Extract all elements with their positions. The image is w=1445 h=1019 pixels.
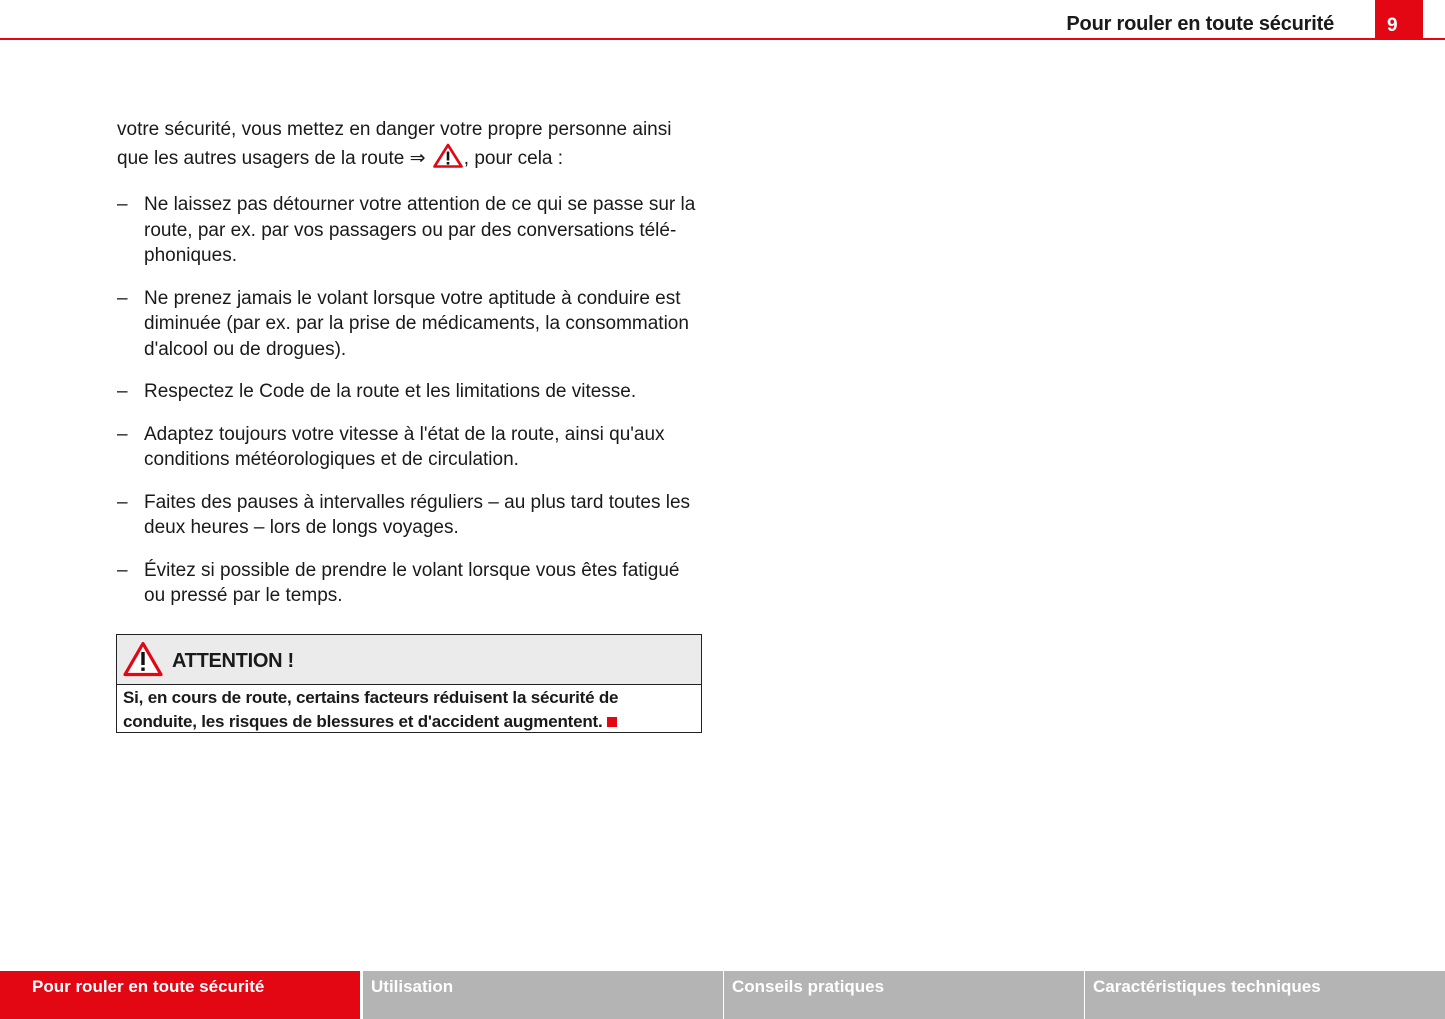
page-number	[1375, 0, 1423, 40]
list-item-text: Ne prenez jamais le volant lorsque votre aptitude à conduire est diminuée (par ex. par la prise de médicaments, la consommation d'alcool ou de drogues).	[144, 287, 689, 360]
end-of-section-square-icon	[607, 717, 617, 727]
attention-header	[117, 635, 701, 685]
tab-label: Caractéristiques techniques	[1093, 977, 1321, 996]
list-dash: –	[117, 559, 128, 581]
list-item-text: Évitez si possible de prendre le volant lorsque vous êtes fatigué ou pressé par le temps.	[144, 559, 680, 606]
footer-nav	[0, 971, 1445, 1019]
tab-label: Conseils pratiques	[732, 977, 885, 996]
attention-label: ATTENTION !	[172, 650, 294, 672]
list-item	[117, 286, 702, 363]
warning-triangle-icon[interactable]	[433, 143, 463, 176]
tab-conseils-pratiques[interactable]	[724, 971, 1084, 1019]
tab-label: Pour rouler en toute sécurité	[32, 977, 265, 996]
list-dash: –	[117, 194, 128, 215]
list-item-text: Respectez le Code de la route et les limitations de vitesse.	[144, 381, 637, 402]
list-item	[117, 558, 702, 609]
warning-triangle-icon	[123, 641, 163, 682]
tab-utilisation[interactable]	[363, 971, 723, 1019]
list-dash: –	[117, 423, 128, 445]
section-title: Pour rouler en toute sécurité	[1066, 13, 1334, 35]
list-item	[117, 490, 702, 541]
list-dash: –	[117, 287, 128, 309]
list-dash: –	[117, 491, 128, 513]
list-item	[117, 379, 702, 405]
intro-text: votre sécurité, vous mettez en danger votre propre personne ainsi que les autres usagers de la route	[117, 119, 672, 169]
body-column	[117, 117, 702, 626]
header-divider	[0, 38, 1445, 40]
list-dash: –	[117, 381, 128, 402]
tab-pour-rouler-en-toute-securite[interactable]	[0, 971, 360, 1019]
cross-reference-arrow: ⇒	[409, 147, 426, 169]
tab-label: Utilisation	[371, 977, 454, 996]
list-item-text: Adaptez toujours votre vitesse à l'état de la route, ainsi qu'aux conditions météorologiques et de circulation.	[144, 423, 665, 470]
safety-list	[117, 192, 702, 609]
page-number-text: 9	[1387, 15, 1398, 36]
list-item-text: Ne laissez pas détourner votre attention de ce qui se passe sur la route, par ex. par vos passagers ou par des conversations télé-phoniques.	[144, 194, 696, 266]
tab-caracteristiques-techniques[interactable]	[1085, 971, 1445, 1019]
attention-text-block	[117, 685, 701, 734]
intro-paragraph	[117, 117, 702, 175]
attention-text: Si, en cours de route, certains facteurs réduisent la sécurité de conduite, les risques de blessures et d'accident augmentent.	[123, 688, 619, 731]
intro-text-end: , pour cela :	[463, 147, 564, 169]
attention-box	[116, 634, 702, 733]
list-item	[117, 422, 702, 473]
list-item-text: Faites des pauses à intervalles réguliers – au plus tard toutes les deux heures – lors de longs voyages.	[144, 491, 691, 538]
list-item	[117, 192, 702, 269]
